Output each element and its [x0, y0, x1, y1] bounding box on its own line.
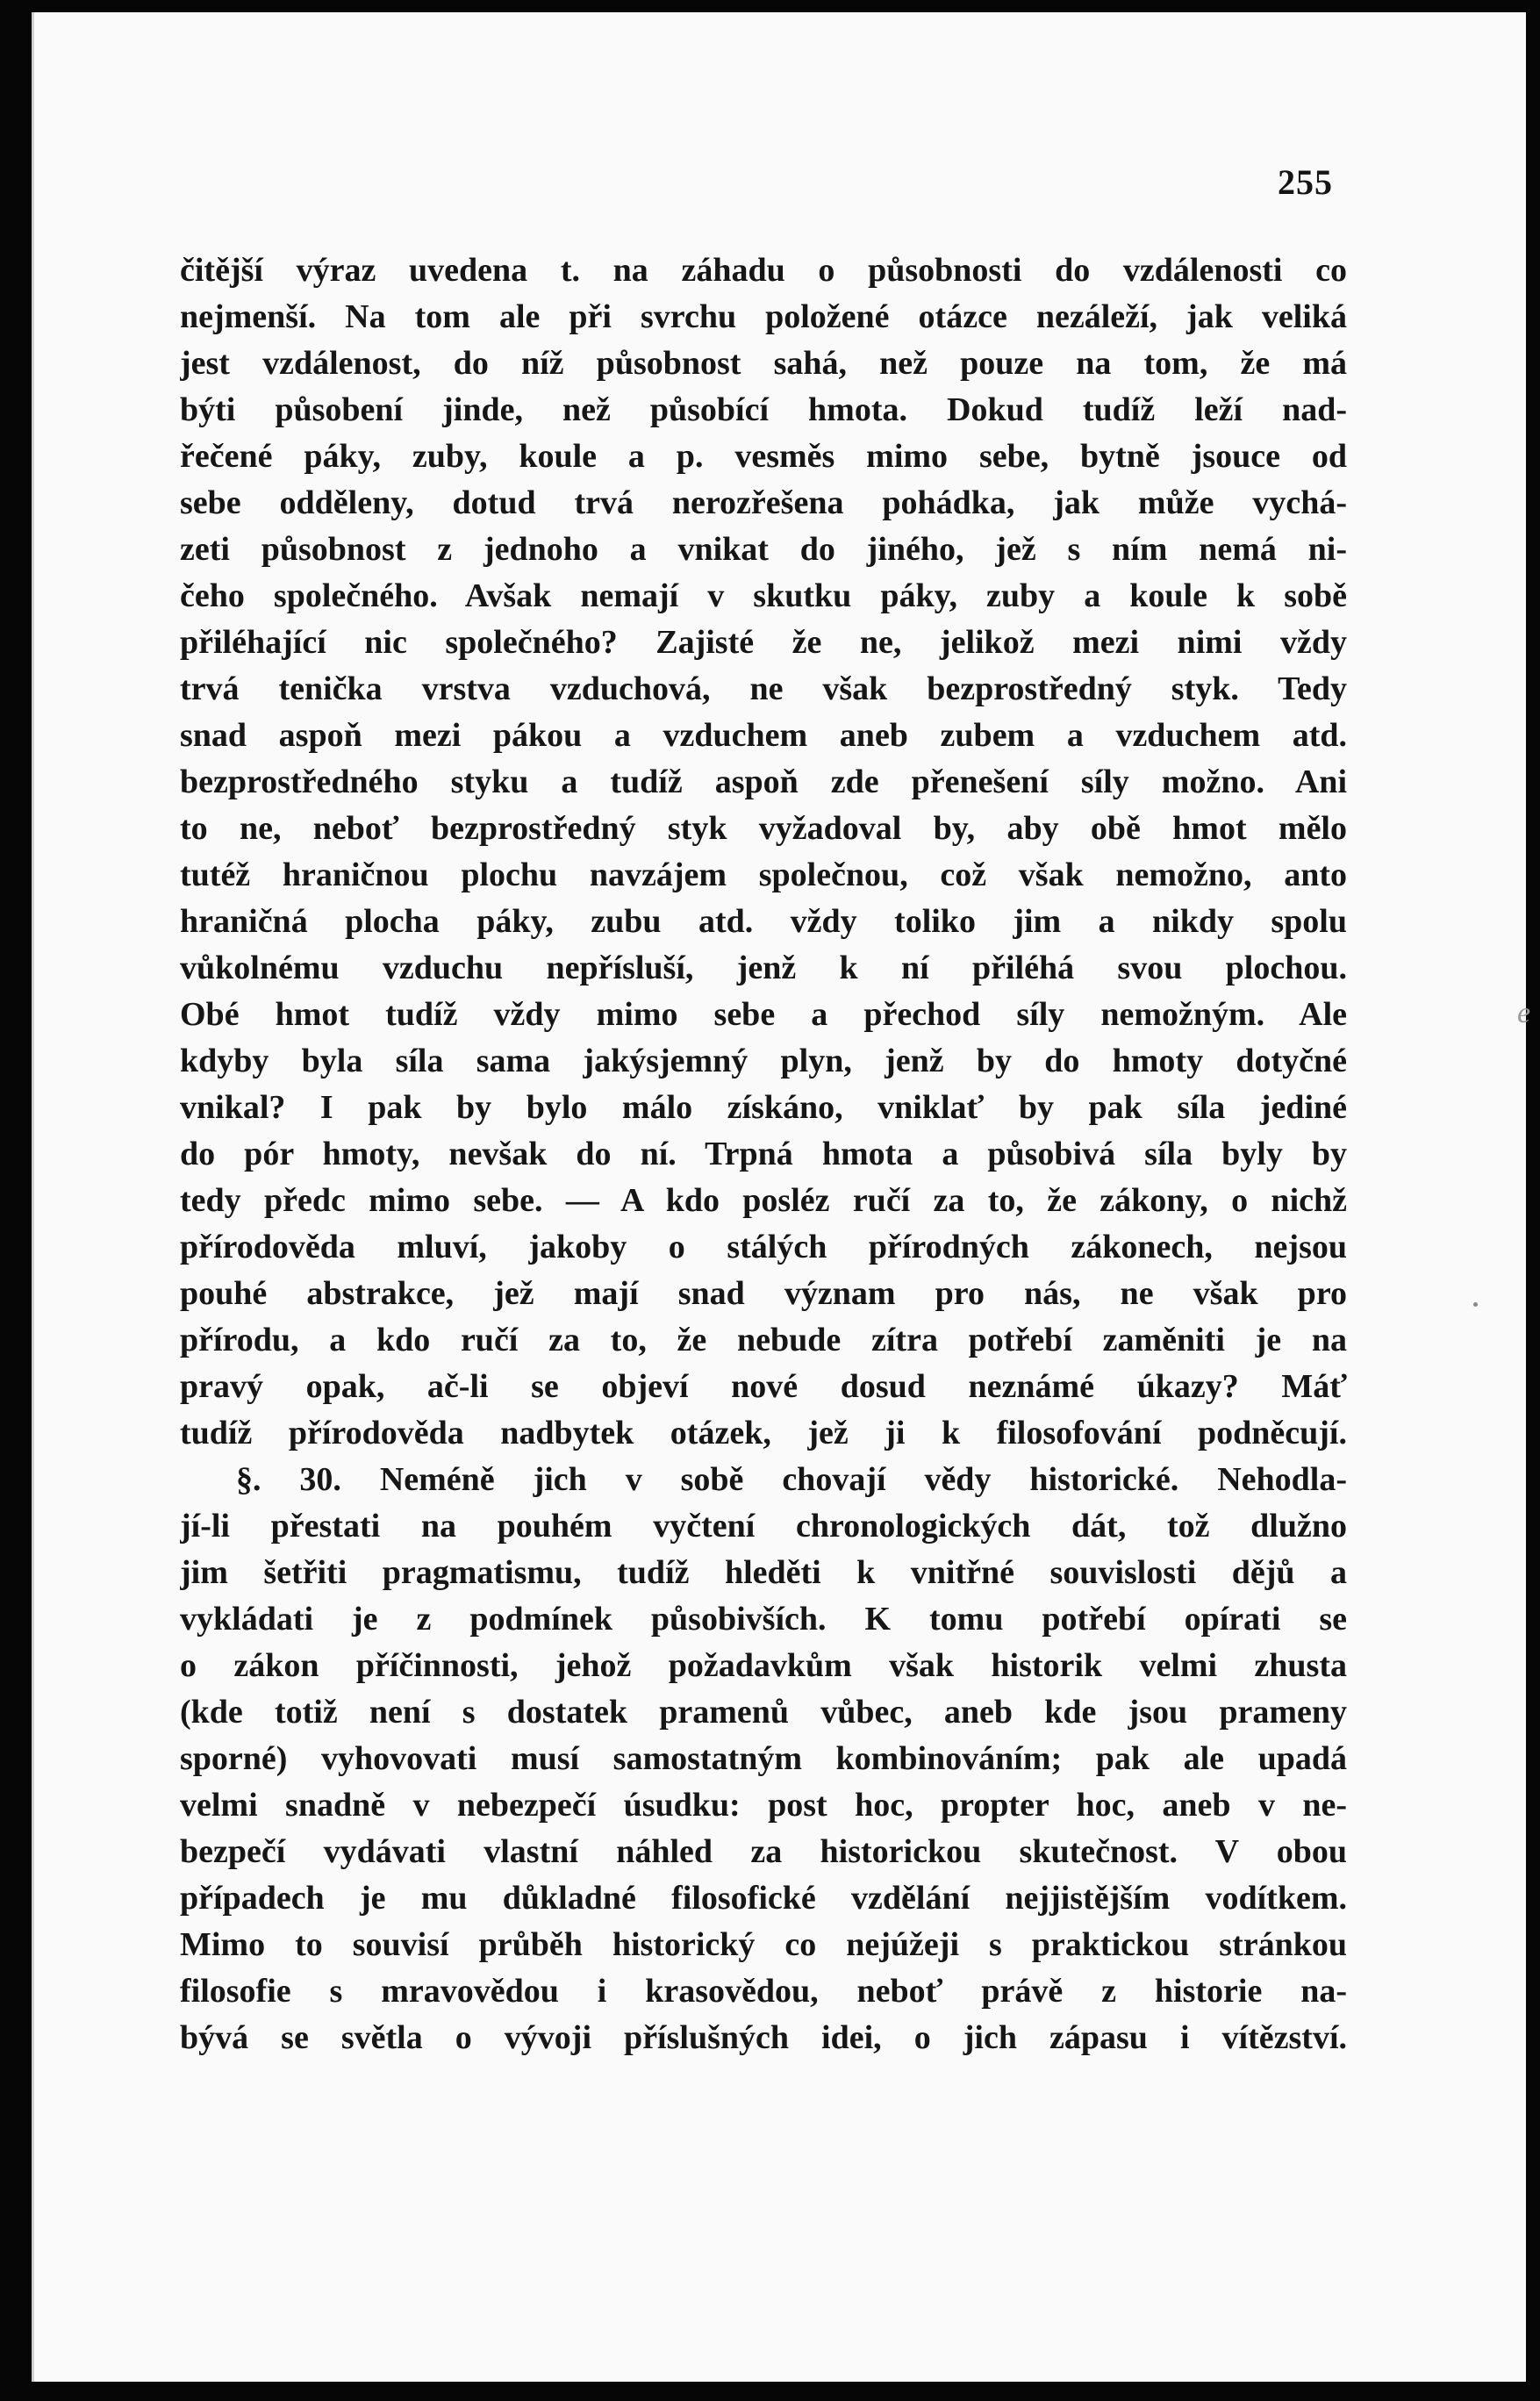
text-line: přírodu, a kdo ručí za to, že nebude zítra potřebí zaměniti je na — [180, 1322, 1347, 1358]
text-line: trvá tenička vrstva vzduchová, ne však bezprostředný styk. Tedy — [180, 670, 1347, 707]
text-line: vnikal? I pak by bylo málo získáno, vniklať by pak síla jediné — [180, 1089, 1347, 1126]
section-heading-line: §. 30. Neméně jich v sobě chovají vědy historické. Nehodla- — [236, 1461, 1347, 1498]
text-line: případech je mu důkladné filosofické vzdělání nejjistějším vodítkem. — [180, 1880, 1347, 1917]
text-line: jest vzdálenost, do níž působnost sahá, než pouze na tom, že má — [180, 345, 1347, 382]
text-line: nejmenší. Na tom ale při svrchu položené otázce nezáleží, jak veliká — [180, 298, 1347, 335]
margin-pencil-mark: e — [1517, 997, 1531, 1029]
text-line: jim šetřiti pragmatismu, tudíž hleděti k vnitřné souvislosti dějů a — [180, 1554, 1347, 1591]
margin-dot — [1473, 1302, 1478, 1307]
text-line: o zákon příčinnosti, jehož požadavkům však historik velmi zhusta — [180, 1647, 1347, 1684]
text-line: hraničná plocha páky, zubu atd. vždy toliko jim a nikdy spolu — [180, 903, 1347, 940]
text-line: řečené páky, zuby, koule a p. vesměs mimo sebe, bytně jsouce od — [180, 438, 1347, 475]
text-line: býti působení jinde, než působící hmota. Dokud tudíž leží nad- — [180, 391, 1347, 428]
body-text — [180, 247, 1347, 2061]
text-line: jí-li přestati na pouhém vyčtení chronologických dát, tož dlužno — [180, 1508, 1347, 1545]
text-line: čitější výraz uvedena t. na záhadu o působnosti do vzdálenosti co — [180, 252, 1347, 289]
text-line: tedy předc mimo sebe. — A kdo posléz ručí za to, že zákony, o nichž — [180, 1182, 1347, 1219]
text-line: pouhé abstrakce, jež mají snad význam pro nás, ne však pro — [180, 1275, 1347, 1312]
page-number: 255 — [1278, 162, 1333, 202]
text-line: sporné) vyhovovati musí samostatným kombinováním; pak ale upadá — [180, 1740, 1347, 1777]
text-line: snad aspoň mezi pákou a vzduchem aneb zubem a vzduchem atd. — [180, 717, 1347, 754]
text-line: Mimo to souvisí průběh historický co nejúžeji s praktickou stránkou — [180, 1926, 1347, 1963]
text-line: zeti působnost z jednoho a vnikat do jiného, jež s ním nemá ni- — [180, 531, 1347, 568]
text-line: bývá se světla o vývoji příslušných idei, o jich zápasu i vítězství. — [180, 2019, 1347, 2056]
text-line: to ne, neboť bezprostředný styk vyžadoval by, aby obě hmot mělo — [180, 810, 1347, 847]
text-line: (kde totiž není s dostatek pramenů vůbec, aneb kde jsou prameny — [180, 1694, 1347, 1731]
text-line: čeho společného. Avšak nemají v skutku páky, zuby a koule k sobě — [180, 577, 1347, 614]
text-line: vykládati je z podmínek působivších. K tomu potřebí opírati se — [180, 1601, 1347, 1638]
text-line: tutéž hraničnou plochu navzájem společnou, což však nemožno, anto — [180, 856, 1347, 893]
text-line: přírodověda mluví, jakoby o stálých přírodných zákonech, nejsou — [180, 1229, 1347, 1265]
text-line: přiléhající nic společného? Zajisté že ne, jelikož mezi nimi vždy — [180, 624, 1347, 661]
text-line: sebe odděleny, dotud trvá nerozřešena pohádka, jak může vychá- — [180, 484, 1347, 521]
text-line: bezpečí vydávati vlastní náhled za historickou skutečnost. V obou — [180, 1833, 1347, 1870]
text-line: vůkolnému vzduchu nepřísluší, jenž k ní přiléhá svou plochou. — [180, 950, 1347, 986]
text-line: filosofie s mravovědou i krasovědou, neboť právě z historie na- — [180, 1973, 1347, 2010]
paragraph-end-line: tudíž přírodověda nadbytek otázek, jež ji k filosofování podněcují. — [180, 1415, 1347, 1451]
text-line: kdyby byla síla sama jakýsjemný plyn, jenž by do hmoty dotyčné — [180, 1043, 1347, 1079]
text-line: pravý opak, ač-li se objeví nové dosud neznámé úkazy? Máť — [180, 1368, 1347, 1405]
text-line: Obé hmot tudíž vždy mimo sebe a přechod síly nemožným. Ale — [180, 996, 1347, 1033]
text-line: velmi snadně v nebezpečí úsudku: post hoc, propter hoc, aneb v ne- — [180, 1787, 1347, 1824]
text-line: do pór hmoty, nevšak do ní. Trpná hmota a působivá síla byly by — [180, 1136, 1347, 1172]
book-page — [32, 12, 1531, 2382]
text-line: bezprostředného styku a tudíž aspoň zde přenešení síly možno. Ani — [180, 763, 1347, 800]
